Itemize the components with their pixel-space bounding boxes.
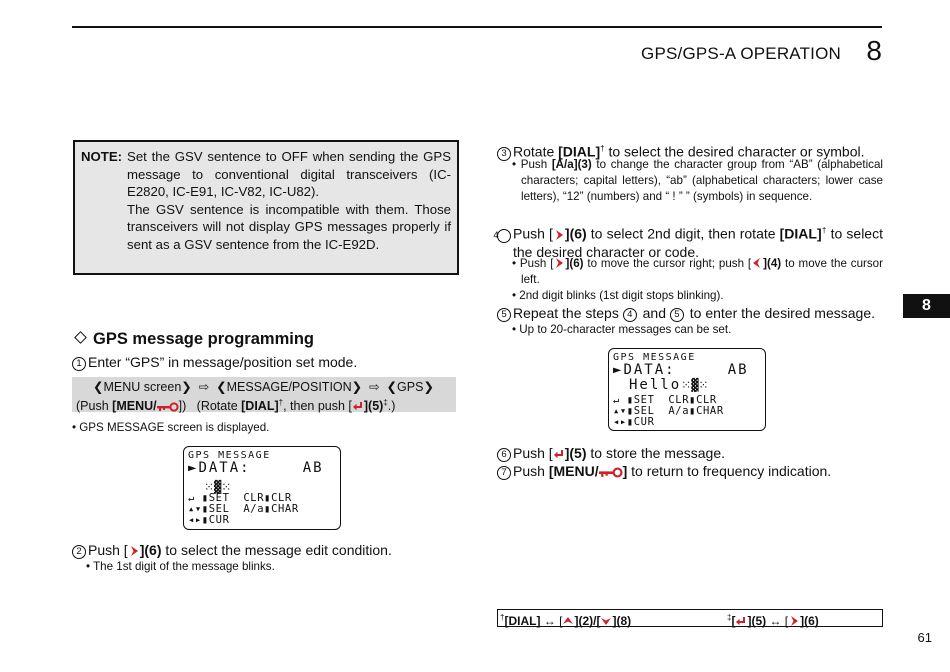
chapter-number: 8: [866, 35, 882, 66]
lcd-label-cur: CUR: [208, 514, 230, 526]
pointer-icon: ►: [613, 362, 624, 378]
pointer-icon: ►: [188, 460, 199, 476]
nav-text: (Rotate: [196, 399, 242, 414]
header-rule: [72, 26, 882, 28]
lcd-display-2: [608, 348, 766, 431]
key-icon: [599, 467, 623, 478]
double-dagger-mark: ‡: [727, 613, 732, 622]
step-4-bullet-2: • 2nd digit blinks (1st digit stops blinking).: [512, 289, 724, 302]
step-ref-5: 5: [670, 308, 684, 322]
nav-text: ]): [178, 399, 187, 414]
lcd-data-label: DATA:: [198, 460, 251, 476]
dagger-mark: †: [278, 398, 284, 407]
lcd-label-clr: CLR: [243, 492, 265, 504]
step-number: 3: [497, 147, 511, 161]
lcd-label-aa: A/a: [243, 503, 265, 515]
note-label: NOTE:: [81, 149, 123, 164]
down-arrow-key-icon: [600, 615, 612, 627]
step-6: [497, 444, 725, 462]
step-7: [497, 462, 831, 480]
menu-key-end: ]: [622, 463, 628, 479]
bracket-left-icon: ❮: [93, 380, 104, 394]
key-6-label: ](6): [564, 225, 587, 242]
lcd-row-1: ↵ ▮SET CLR▮CLR: [188, 492, 292, 504]
left-right-arrow-icon: ◂▸: [188, 514, 202, 526]
step-5-bullet: • Up to 20-character messages can be set.: [512, 323, 732, 336]
note-text-2: The GSV sentence is incompatible with them. Those transceivers will not display GPS messages properly if sent as a GSV sentence from the IC-E92D.: [127, 201, 451, 252]
key-2-label: ](2)/[: [574, 614, 601, 628]
lcd-label-clr-2: CLR: [271, 492, 292, 504]
lcd-cursor-row: [188, 476, 336, 493]
step-text: to store the message.: [586, 445, 726, 461]
menu-key-label: MENU/: [116, 399, 157, 414]
bullet-text: to move the cursor right; push [: [583, 257, 752, 270]
step-text: Repeat the steps: [513, 305, 623, 321]
right-arrow-key-icon: [553, 229, 565, 241]
lcd-label-set: SET: [208, 492, 230, 504]
nav-item-menu-screen: MENU screen: [103, 380, 182, 394]
lcd-label-char: CHAR: [696, 405, 724, 417]
lcd-label-cur: CUR: [633, 416, 655, 428]
bracket-left-icon: ❮: [386, 380, 398, 394]
menu-key-label: [MENU/: [548, 463, 599, 479]
lcd-title: GPS MESSAGE: [613, 352, 696, 363]
dial-key: [DIAL]: [504, 614, 541, 628]
step-number: 5: [497, 308, 511, 322]
navigation-path-box: [72, 377, 456, 412]
step-number: 6: [497, 448, 511, 462]
step-4-bullet-1: [512, 256, 883, 288]
bracket-left-icon: ❮: [216, 380, 227, 394]
note-box: [73, 140, 459, 275]
section-title: [72, 330, 314, 349]
enter-key-icon: [553, 448, 565, 460]
enter-key-icon: [735, 615, 747, 627]
legend-text: ↔ [: [540, 614, 563, 628]
nav-instructions: (Push [MENU/ ]) (Rotate [DIAL]†, then push [ ](5)‡.): [76, 398, 396, 414]
lcd-title: GPS MESSAGE: [188, 450, 271, 461]
dagger-mark: †: [600, 144, 605, 153]
bullet-text: to change the character group from “AB” (alphabetical characters; capital letters), “ab” (alphabetical characters; lower case letters), “12” (numbers) and “ ! ” ” (symbols) in sequence.: [521, 158, 883, 203]
key-4-label: ](4): [763, 257, 782, 270]
lcd-data-label: DATA:: [623, 362, 676, 378]
step-5: [497, 304, 875, 322]
lcd-row-3: ◂▸▮CUR: [188, 514, 230, 526]
lcd-row-2: ▴▾▮SEL A/a▮CHAR: [188, 503, 299, 515]
page-number: 61: [917, 630, 932, 645]
step-text: Enter “GPS” in message/position set mode.: [88, 354, 358, 370]
lcd-label-char: CHAR: [271, 503, 299, 515]
key-5-label: ](5): [363, 399, 384, 414]
lcd-message: Hello: [629, 377, 682, 393]
step-text: Rotate: [513, 143, 559, 160]
lcd-data-line: [188, 461, 336, 476]
lcd-label-set: SET: [633, 394, 655, 406]
legend-text: [: [731, 614, 736, 628]
dial-key: [DIAL]: [779, 225, 822, 242]
page-header-title: GPS/GPS-A OPERATION: [641, 44, 841, 63]
arrow-right-icon: ⇨: [369, 380, 380, 394]
lcd-mode: AB: [727, 362, 749, 378]
lcd-data-line: [613, 363, 761, 378]
blinking-cursor-icon: ⁙▓⁙: [204, 480, 232, 494]
key-6-label: ](6): [565, 257, 584, 270]
step-text: Push [: [513, 225, 553, 242]
aa-key-label: [A/a](3): [551, 158, 592, 171]
step-4: [493, 222, 883, 261]
key-icon: [157, 402, 179, 412]
step-text: Push [: [513, 445, 553, 461]
legend-right: [727, 610, 819, 629]
chapter-side-tab[interactable]: 8: [903, 294, 950, 318]
up-arrow-key-icon: [562, 615, 574, 627]
step-text: to select the message edit condition.: [161, 542, 392, 558]
lcd-label-aa: A/a: [668, 405, 690, 417]
dagger-mark: †: [500, 613, 505, 622]
lcd-label-sel: SEL: [633, 405, 655, 417]
bracket-right-icon: ❯: [181, 380, 192, 394]
right-arrow-key-icon: [788, 615, 800, 627]
step-1: [72, 353, 357, 371]
right-arrow-key-icon: [553, 257, 565, 269]
lcd-label-clr-2: CLR: [696, 394, 717, 406]
key-5-label: ](5): [747, 614, 767, 628]
lcd-mode: AB: [302, 460, 324, 476]
step-1-bullet: • GPS MESSAGE screen is displayed.: [72, 421, 270, 434]
bullet-text: • Push: [512, 158, 552, 171]
dial-key: [DIAL]: [241, 399, 279, 414]
bullet-text: • Push [: [512, 257, 554, 270]
bullet-text: to move the cursor left.: [521, 257, 883, 286]
step-2: [72, 541, 392, 559]
enter-arrow-icon: ↵: [613, 394, 620, 406]
lcd-row-2: ▴▾▮SEL A/a▮CHAR: [613, 405, 724, 417]
nav-item-message-position: MESSAGE/POSITION: [226, 380, 352, 394]
enter-arrow-icon: ↵: [188, 492, 195, 504]
key-6-label: ](6): [800, 614, 819, 628]
step-text: Push: [513, 463, 549, 479]
diamond-icon: [74, 331, 87, 344]
left-arrow-key-icon: [751, 257, 763, 269]
step-number: 4: [497, 229, 511, 243]
bracket-right-icon: ❯: [423, 380, 434, 394]
nav-text: , then push [: [283, 399, 352, 414]
enter-key-icon: [352, 400, 364, 412]
lcd-label-clr: CLR: [668, 394, 690, 406]
nav-text: (Push: [76, 399, 113, 414]
bracket-right-icon: ❯: [351, 380, 363, 394]
step-text: to select the desired character or symbol.: [604, 143, 865, 160]
double-dagger-mark: ‡: [383, 398, 388, 407]
section-title-text: GPS message programming: [93, 330, 314, 348]
lcd-row-3: ◂▸▮CUR: [613, 416, 655, 428]
dial-key: [DIAL]: [558, 143, 601, 160]
lcd-display-1: [183, 446, 341, 530]
nav-item-gps: GPS: [397, 380, 424, 394]
step-text: to select 2nd digit, then rotate: [586, 225, 780, 242]
step-text: to return to frequency indication.: [627, 463, 832, 479]
step-ref-4: 4: [623, 308, 637, 322]
lcd-row-1: ↵ ▮SET CLR▮CLR: [613, 394, 717, 406]
dagger-mark: †: [821, 226, 827, 235]
lcd-label-sel: SEL: [208, 503, 230, 515]
key-8-label: ](8): [612, 614, 632, 628]
step-text: Push [: [88, 542, 128, 558]
right-arrow-key-icon: [128, 545, 140, 557]
blinking-cursor-icon: ⁙▓⁙: [681, 378, 709, 392]
key-6-label: ](6): [139, 542, 162, 558]
step-number: 7: [497, 466, 511, 480]
step-number: 1: [72, 357, 86, 371]
legend-text: ↔ [: [766, 614, 789, 628]
up-down-arrow-icon: ▴▾: [613, 405, 627, 417]
note-text-1: Set the GSV sentence to OFF when sending the GPS message to conventional digital transceivers (IC-E2820, IC-E91, IC-V82, IC-U82).: [127, 149, 451, 200]
up-down-arrow-icon: ▴▾: [188, 503, 202, 515]
step-number: 2: [72, 545, 86, 559]
step-2-bullet: • The 1st digit of the message blinks.: [86, 560, 275, 573]
step-text: to select the desired character or code.: [513, 225, 883, 260]
step-text: and: [638, 305, 670, 321]
left-right-arrow-icon: ◂▸: [613, 416, 627, 428]
key-5-label: ](5): [564, 445, 587, 461]
arrow-right-icon: ⇨: [198, 380, 210, 394]
footer-key-legend: [497, 609, 883, 627]
nav-text: .): [387, 399, 396, 414]
nav-path: [76, 379, 452, 395]
step-text: to enter the desired message.: [685, 305, 875, 321]
lcd-message-row: [613, 378, 761, 395]
step-3-bullet: [512, 157, 883, 205]
